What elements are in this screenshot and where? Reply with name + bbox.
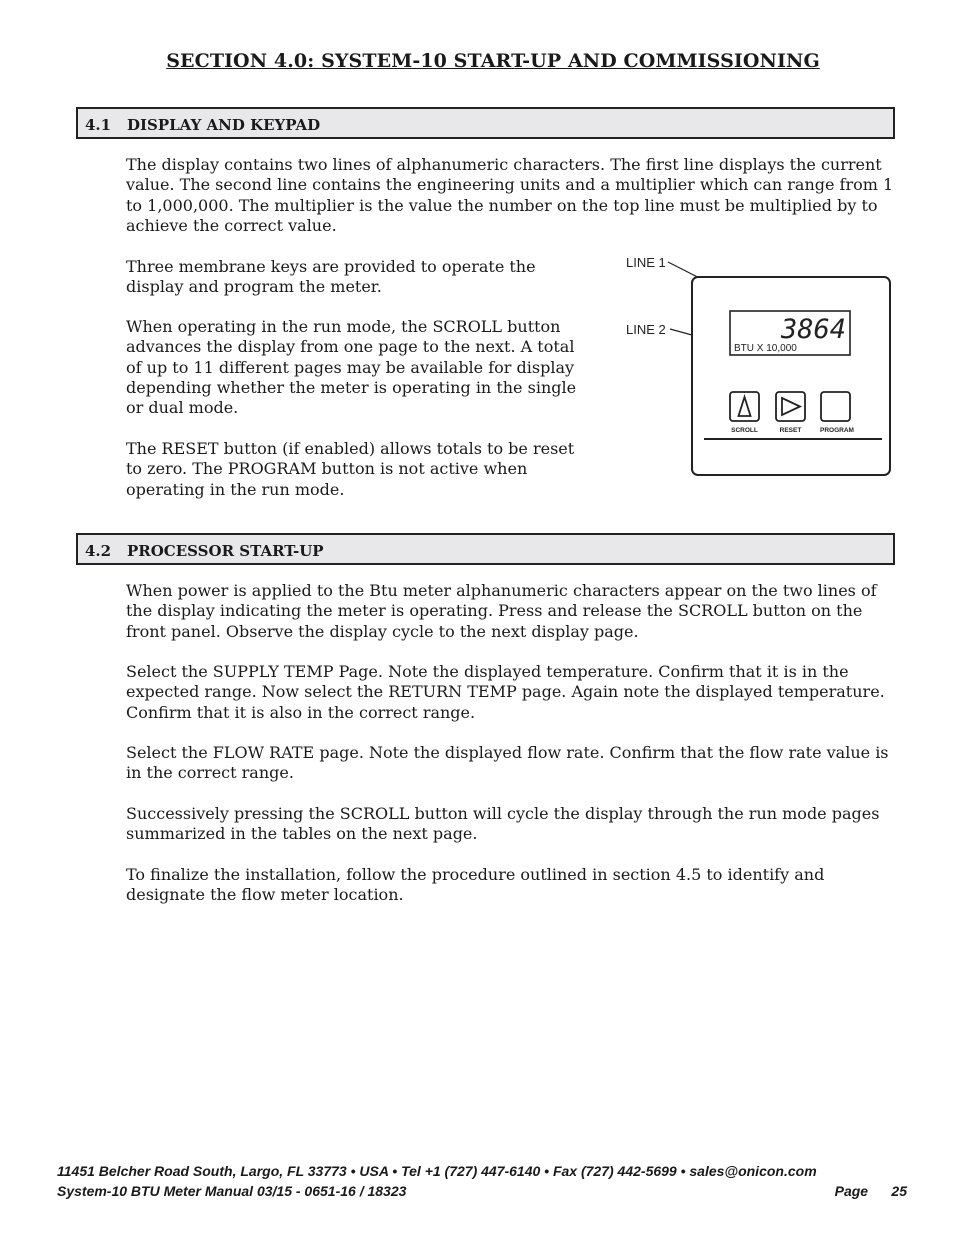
paragraph: When power is applied to the Btu meter alphanumeric characters appear on the two lines of the display indicating the meter is operating. Press and release the SCROLL button on the front panel. Observe the display cycle to the next display page.	[126, 581, 877, 641]
lcd-units: BTU X 10,000	[734, 343, 797, 354]
footer-address: 11451 Belcher Road South, Largo, FL 33773 • USA • Tel +1 (727) 447-6140 • Fax (727) 442-5699 • sales@onicon.com	[57, 1163, 817, 1179]
program-key-label: PROGRAM	[820, 427, 854, 434]
program-key	[821, 392, 850, 421]
footer-manual-line	[57, 1183, 907, 1199]
line1-label: LINE 1	[626, 255, 666, 270]
paragraph: The RESET button (if enabled) allows totals to be reset to zero. The PROGRAM button is not active when operating in the run mode.	[126, 439, 575, 499]
page-number: 25	[891, 1183, 907, 1199]
line2-label: LINE 2	[626, 322, 666, 337]
section-header-4-1	[76, 107, 895, 139]
paragraph: The display contains two lines of alphanumeric characters. The first line displays the current value. The second line contains the engineering units and a multiplier which can range from 1 to 1,000,000. The multiplier is the value the number on the top line must be multiplied by to achieve the correct value.	[126, 155, 894, 235]
reset-key-label: RESET	[779, 427, 802, 434]
scroll-key-label: SCROLL	[731, 427, 758, 434]
section-number: 4.1	[85, 116, 112, 134]
lcd-value: 3864	[780, 314, 846, 345]
section-header-4-2	[76, 533, 895, 565]
page-label: Page	[834, 1183, 869, 1199]
paragraph: Three membrane keys are provided to operate the display and program the meter.	[126, 257, 536, 297]
page-title: SECTION 4.0: SYSTEM-10 START-UP AND COMMISSIONING	[166, 50, 820, 72]
page-indicator	[835, 1183, 907, 1199]
section-number: 4.2	[85, 542, 112, 560]
meter-enclosure	[692, 277, 890, 475]
section-title: PROCESSOR START-UP	[127, 542, 324, 560]
section-title: DISPLAY AND KEYPAD	[127, 116, 321, 134]
manual-reference: System-10 BTU Meter Manual 03/15 - 0651-16 / 18323	[57, 1183, 407, 1199]
paragraph: Select the SUPPLY TEMP Page. Note the displayed temperature. Confirm that it is in the expected range. Now select the RETURN TEMP page. Again note the displayed temperature. Confirm that it is also in the correct range.	[126, 662, 885, 722]
meter-display-figure	[620, 250, 900, 482]
paragraph: Select the FLOW RATE page. Note the displayed flow rate. Confirm that the flow rate value is in the correct range.	[126, 743, 889, 783]
paragraph: To finalize the installation, follow the procedure outlined in section 4.5 to identify and designate the flow meter location.	[126, 865, 825, 905]
paragraph: Successively pressing the SCROLL button will cycle the display through the run mode pages summarized in the tables on the next page.	[126, 804, 880, 844]
paragraph: When operating in the run mode, the SCROLL button advances the display from one page to the next. A total of up to 11 different pages may be available for display depending whether the meter is operating in the single or dual mode.	[126, 317, 577, 418]
